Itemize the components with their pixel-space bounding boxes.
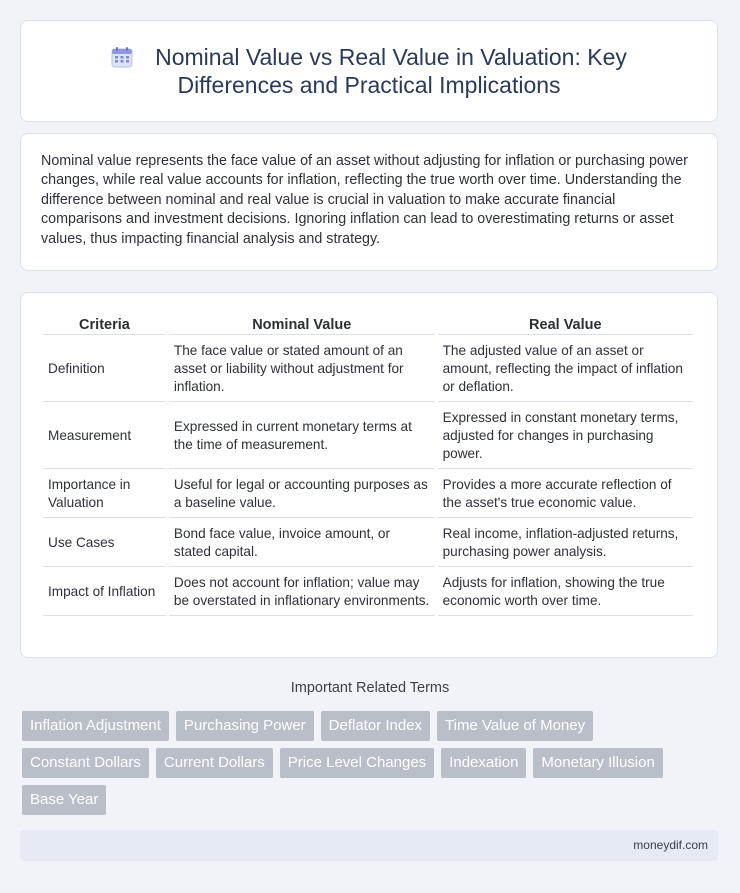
cell-criteria: Impact of Inflation [43,567,166,616]
header-criteria: Criteria [43,313,166,335]
table-row [43,518,693,567]
table-row [43,402,693,469]
comparison-table [40,313,696,616]
table-header-row [43,313,693,335]
related-terms-heading: Important Related Terms [290,680,450,696]
table-row [43,469,693,518]
cell-real: Expressed in constant monetary terms, adjusted for changes in purchasing power. [438,402,693,469]
related-term-tag[interactable]: Constant Dollars [22,748,149,778]
table-row [43,335,693,402]
comparison-table-card [20,292,718,658]
table-row [43,567,693,616]
related-term-tag[interactable]: Deflator Index [321,711,430,741]
intro-text: Nominal value represents the face value of an asset without adjusting for inflation or purchasing power changes, while real value accounts for inflation, reflecting the true worth over time. Understanding the difference between nominal and real value is crucial in valuation to make accurate financial comparisons and investment decisions. Ignoring inflation can lead to overestimating returns or asset values, thus impacting financial analysis and strategy. [41,153,688,247]
cell-real: Adjusts for inflation, showing the true economic worth over time. [438,567,693,616]
cell-criteria: Measurement [43,402,166,469]
cell-real: Provides a more accurate reflection of the asset's true economic value. [438,469,693,518]
related-term-tag[interactable]: Price Level Changes [280,748,434,778]
title-line-1: Nominal Value vs Real Value in Valuation: Key [155,44,627,70]
cell-nominal: Bond face value, invoice amount, or stated capital. [169,518,435,567]
related-term-tag[interactable]: Indexation [441,748,526,778]
cell-nominal: The face value or stated amount of an asset or liability without adjustment for inflation. [169,335,435,402]
title-line-2: Differences and Practical Implications [177,72,561,98]
cell-real: The adjusted value of an asset or amount, reflecting the impact of inflation or deflation. [438,335,693,402]
related-terms-list [22,711,722,815]
related-term-tag[interactable]: Current Dollars [156,748,273,778]
related-term-tag[interactable]: Inflation Adjustment [22,711,169,741]
cell-criteria: Importance in Valuation [43,469,166,518]
related-term-tag[interactable]: Base Year [22,785,106,815]
related-term-tag[interactable]: Time Value of Money [437,711,593,741]
cell-nominal: Expressed in current monetary terms at the time of measurement. [169,402,435,469]
cell-nominal: Does not account for inflation; value may be overstated in inflationary environments. [169,567,435,616]
footer-site-link[interactable]: moneydif.com [633,838,708,852]
header-real-value: Real Value [438,313,693,335]
page-title [69,43,669,99]
footer [20,830,718,861]
cell-real: Real income, inflation-adjusted returns, purchasing power analysis. [438,518,693,567]
calendar-icon [111,46,133,68]
header-nominal-value: Nominal Value [169,313,435,335]
title-card [20,20,718,122]
related-term-tag[interactable]: Monetary Illusion [533,748,662,778]
cell-nominal: Useful for legal or accounting purposes as a baseline value. [169,469,435,518]
intro-card [20,133,718,271]
cell-criteria: Definition [43,335,166,402]
related-term-tag[interactable]: Purchasing Power [176,711,314,741]
cell-criteria: Use Cases [43,518,166,567]
